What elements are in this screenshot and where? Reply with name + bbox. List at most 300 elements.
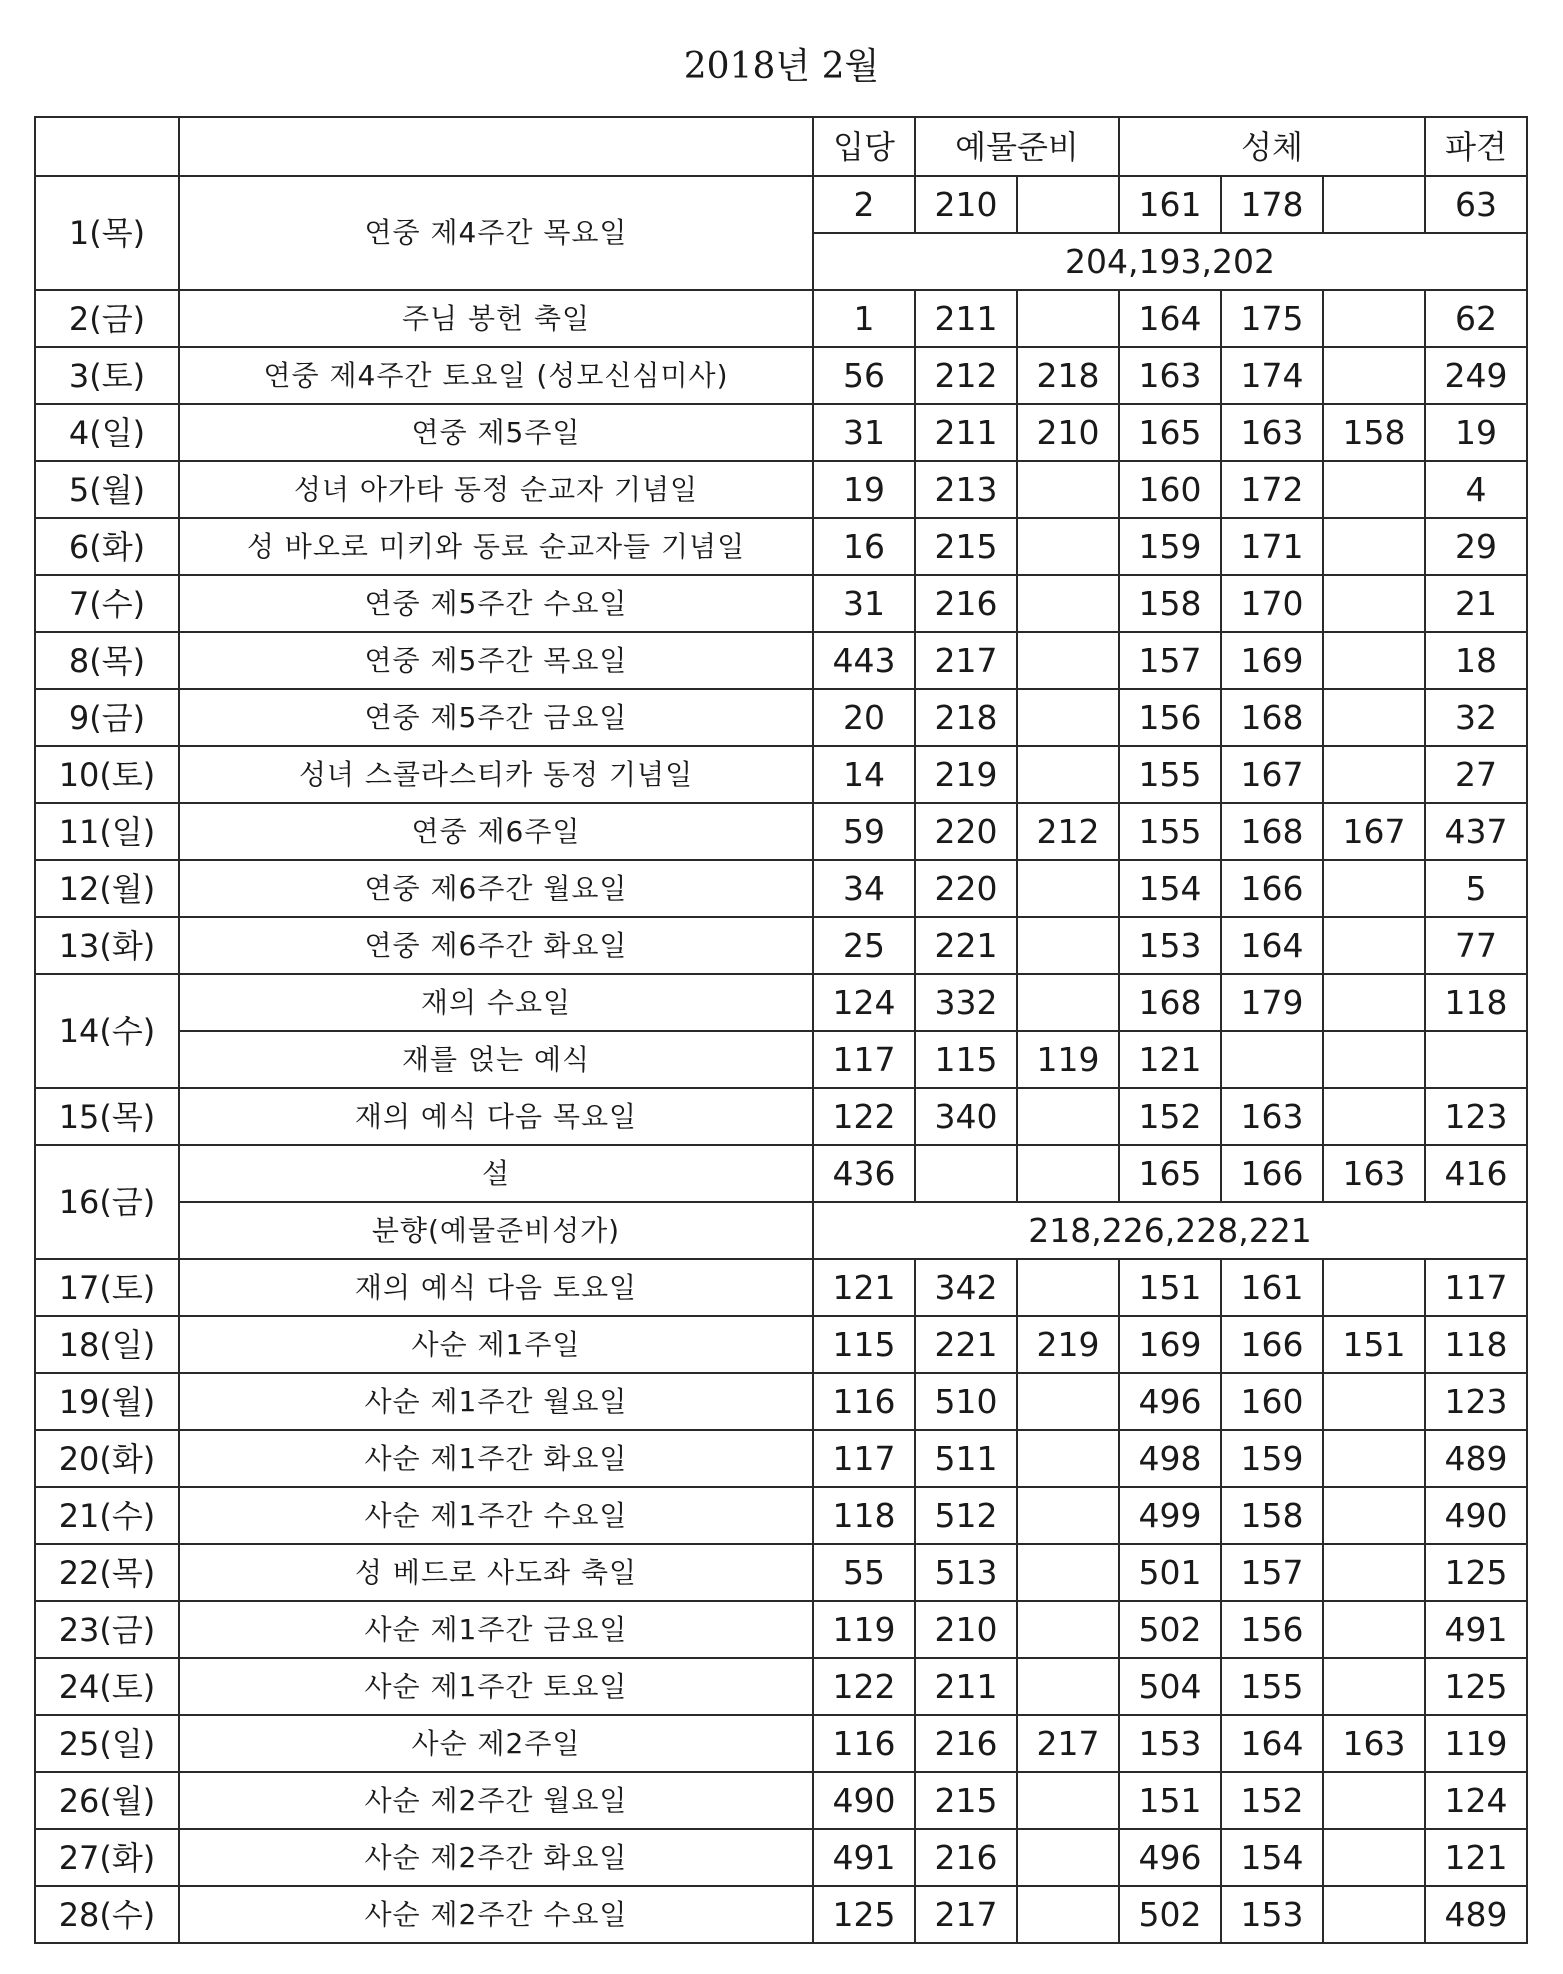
communion-cell: [1323, 347, 1425, 404]
dismissal-cell: 125: [1425, 1544, 1527, 1601]
day-cell: 22(목): [35, 1544, 179, 1601]
offertory-cell: 221: [915, 1316, 1017, 1373]
communion-cell: 121: [1119, 1031, 1221, 1088]
dismissal-cell: 27: [1425, 746, 1527, 803]
communion-cell: 151: [1323, 1316, 1425, 1373]
table-row: [35, 1259, 1527, 1316]
communion-cell: 160: [1221, 1373, 1323, 1430]
offertory-cell: [915, 1145, 1017, 1202]
table-row: [35, 176, 1527, 233]
offertory-cell: 217: [1017, 1715, 1119, 1772]
feast-cell: 연중 제4주간 토요일 (성모신심미사): [179, 347, 813, 404]
table-row: [35, 803, 1527, 860]
communion-cell: 161: [1119, 176, 1221, 233]
communion-cell: [1323, 290, 1425, 347]
feast-cell: 재를 얹는 예식: [179, 1031, 813, 1088]
day-cell: 19(월): [35, 1373, 179, 1430]
feast-cell: 사순 제2주간 화요일: [179, 1829, 813, 1886]
table-row: [35, 1430, 1527, 1487]
dismissal-cell: 118: [1425, 974, 1527, 1031]
communion-cell: 167: [1221, 746, 1323, 803]
offertory-cell: 510: [915, 1373, 1017, 1430]
communion-cell: 169: [1119, 1316, 1221, 1373]
communion-cell: [1323, 518, 1425, 575]
dismissal-cell: 4: [1425, 461, 1527, 518]
entrance-cell: 20: [813, 689, 915, 746]
header-entrance: 입당: [813, 117, 915, 176]
feast-cell: 성녀 아가타 동정 순교자 기념일: [179, 461, 813, 518]
offertory-cell: [1017, 176, 1119, 233]
communion-cell: 153: [1119, 1715, 1221, 1772]
offertory-cell: 217: [915, 1886, 1017, 1943]
communion-cell: 164: [1221, 1715, 1323, 1772]
feast-cell: 사순 제2주간 수요일: [179, 1886, 813, 1943]
dismissal-cell: 119: [1425, 1715, 1527, 1772]
communion-cell: 163: [1323, 1145, 1425, 1202]
communion-cell: [1323, 917, 1425, 974]
offertory-cell: [1017, 518, 1119, 575]
offertory-cell: 211: [915, 1658, 1017, 1715]
feast-cell: 사순 제2주간 월요일: [179, 1772, 813, 1829]
entrance-cell: 436: [813, 1145, 915, 1202]
offertory-cell: [1017, 1772, 1119, 1829]
communion-cell: 153: [1119, 917, 1221, 974]
entrance-cell: 19: [813, 461, 915, 518]
communion-cell: 502: [1119, 1601, 1221, 1658]
offertory-cell: 213: [915, 461, 1017, 518]
entrance-cell: 116: [813, 1373, 915, 1430]
table-row: [35, 1544, 1527, 1601]
feast-cell: 사순 제1주간 금요일: [179, 1601, 813, 1658]
header-row: [35, 117, 1527, 176]
offertory-cell: 215: [915, 1772, 1017, 1829]
dismissal-cell: 21: [1425, 575, 1527, 632]
day-cell: 21(수): [35, 1487, 179, 1544]
communion-cell: 166: [1221, 1145, 1323, 1202]
entrance-cell: 56: [813, 347, 915, 404]
offertory-cell: 210: [915, 1601, 1017, 1658]
feast-cell: 분향(예물준비성가): [179, 1202, 813, 1259]
communion-cell: 161: [1221, 1259, 1323, 1316]
communion-cell: 496: [1119, 1829, 1221, 1886]
offertory-cell: [1017, 1373, 1119, 1430]
communion-cell: [1323, 860, 1425, 917]
communion-cell: 163: [1119, 347, 1221, 404]
header-feast-cell: [179, 117, 813, 176]
offertory-cell: 221: [915, 917, 1017, 974]
communion-cell: 155: [1119, 803, 1221, 860]
entrance-cell: 25: [813, 917, 915, 974]
communion-cell: 152: [1119, 1088, 1221, 1145]
communion-cell: 164: [1221, 917, 1323, 974]
offertory-cell: 332: [915, 974, 1017, 1031]
offertory-cell: 210: [915, 176, 1017, 233]
offertory-cell: [1017, 689, 1119, 746]
day-cell: 1(목): [35, 176, 179, 290]
offertory-cell: 217: [915, 632, 1017, 689]
table-row: [35, 1715, 1527, 1772]
communion-cell: 169: [1221, 632, 1323, 689]
dismissal-cell: 249: [1425, 347, 1527, 404]
day-cell: 27(화): [35, 1829, 179, 1886]
table-row: [35, 575, 1527, 632]
communion-cell: 163: [1221, 1088, 1323, 1145]
communion-cell: [1323, 176, 1425, 233]
offertory-cell: [1017, 1886, 1119, 1943]
offertory-cell: 212: [1017, 803, 1119, 860]
day-cell: 18(일): [35, 1316, 179, 1373]
entrance-cell: 491: [813, 1829, 915, 1886]
offertory-cell: [1017, 917, 1119, 974]
entrance-cell: 122: [813, 1658, 915, 1715]
entrance-cell: 122: [813, 1088, 915, 1145]
day-cell: 20(화): [35, 1430, 179, 1487]
table-row: [35, 1772, 1527, 1829]
communion-cell: [1323, 1601, 1425, 1658]
offertory-cell: 219: [1017, 1316, 1119, 1373]
feast-cell: 사순 제1주일: [179, 1316, 813, 1373]
extra-hymns-cell: 204,193,202: [813, 233, 1527, 290]
header-offertory: 예물준비: [915, 117, 1119, 176]
entrance-cell: 2: [813, 176, 915, 233]
communion-cell: [1221, 1031, 1323, 1088]
communion-cell: 168: [1221, 689, 1323, 746]
communion-cell: [1323, 689, 1425, 746]
communion-cell: 151: [1119, 1772, 1221, 1829]
entrance-cell: 119: [813, 1601, 915, 1658]
dismissal-cell: 117: [1425, 1259, 1527, 1316]
communion-cell: 152: [1221, 1772, 1323, 1829]
day-cell: 8(목): [35, 632, 179, 689]
offertory-cell: 512: [915, 1487, 1017, 1544]
offertory-cell: 340: [915, 1088, 1017, 1145]
entrance-cell: 34: [813, 860, 915, 917]
day-cell: 12(월): [35, 860, 179, 917]
dismissal-cell: 123: [1425, 1088, 1527, 1145]
offertory-cell: 216: [915, 1715, 1017, 1772]
offertory-cell: 511: [915, 1430, 1017, 1487]
communion-cell: 496: [1119, 1373, 1221, 1430]
day-cell: 17(토): [35, 1259, 179, 1316]
table-row: [35, 917, 1527, 974]
feast-cell: 재의 예식 다음 목요일: [179, 1088, 813, 1145]
day-cell: 4(일): [35, 404, 179, 461]
entrance-cell: 121: [813, 1259, 915, 1316]
communion-cell: 159: [1221, 1430, 1323, 1487]
communion-cell: [1323, 1088, 1425, 1145]
communion-cell: 154: [1221, 1829, 1323, 1886]
day-cell: 25(일): [35, 1715, 179, 1772]
feast-cell: 사순 제2주일: [179, 1715, 813, 1772]
feast-cell: 연중 제6주일: [179, 803, 813, 860]
feast-cell: 재의 예식 다음 토요일: [179, 1259, 813, 1316]
dismissal-cell: 489: [1425, 1886, 1527, 1943]
communion-cell: 156: [1119, 689, 1221, 746]
offertory-cell: [1017, 1088, 1119, 1145]
dismissal-cell: 5: [1425, 860, 1527, 917]
day-cell: 6(화): [35, 518, 179, 575]
dismissal-cell: 62: [1425, 290, 1527, 347]
feast-cell: 사순 제1주간 화요일: [179, 1430, 813, 1487]
communion-cell: 502: [1119, 1886, 1221, 1943]
offertory-cell: [1017, 1259, 1119, 1316]
communion-cell: 171: [1221, 518, 1323, 575]
table-subrow: [35, 1202, 1527, 1259]
dismissal-cell: 490: [1425, 1487, 1527, 1544]
communion-cell: 166: [1221, 860, 1323, 917]
offertory-cell: 115: [915, 1031, 1017, 1088]
communion-cell: 160: [1119, 461, 1221, 518]
entrance-cell: 1: [813, 290, 915, 347]
offertory-cell: 215: [915, 518, 1017, 575]
feast-cell: 사순 제1주간 토요일: [179, 1658, 813, 1715]
offertory-cell: [1017, 1145, 1119, 1202]
dismissal-cell: 19: [1425, 404, 1527, 461]
table-row: [35, 1088, 1527, 1145]
dismissal-cell: 32: [1425, 689, 1527, 746]
offertory-cell: 216: [915, 1829, 1017, 1886]
communion-cell: [1323, 1544, 1425, 1601]
communion-cell: [1323, 974, 1425, 1031]
entrance-cell: 125: [813, 1886, 915, 1943]
offertory-cell: 211: [915, 290, 1017, 347]
dismissal-cell: 491: [1425, 1601, 1527, 1658]
communion-cell: 168: [1119, 974, 1221, 1031]
header-dismissal: 파견: [1425, 117, 1527, 176]
dismissal-cell: [1425, 1031, 1527, 1088]
offertory-cell: 210: [1017, 404, 1119, 461]
entrance-cell: 31: [813, 575, 915, 632]
offertory-cell: 211: [915, 404, 1017, 461]
communion-cell: [1323, 575, 1425, 632]
table-row: [35, 1373, 1527, 1430]
communion-cell: 175: [1221, 290, 1323, 347]
offertory-cell: 342: [915, 1259, 1017, 1316]
feast-cell: 연중 제5주간 목요일: [179, 632, 813, 689]
day-cell: 24(토): [35, 1658, 179, 1715]
communion-cell: 151: [1119, 1259, 1221, 1316]
communion-cell: 498: [1119, 1430, 1221, 1487]
communion-cell: [1323, 1886, 1425, 1943]
day-cell: 10(토): [35, 746, 179, 803]
communion-cell: [1323, 1487, 1425, 1544]
table-row: [35, 1487, 1527, 1544]
offertory-cell: 218: [1017, 347, 1119, 404]
communion-cell: 504: [1119, 1658, 1221, 1715]
entrance-cell: 490: [813, 1772, 915, 1829]
communion-cell: 167: [1323, 803, 1425, 860]
table-row: [35, 1601, 1527, 1658]
communion-cell: 172: [1221, 461, 1323, 518]
dismissal-cell: 124: [1425, 1772, 1527, 1829]
entrance-cell: 443: [813, 632, 915, 689]
offertory-cell: 212: [915, 347, 1017, 404]
communion-cell: 158: [1221, 1487, 1323, 1544]
day-cell: 11(일): [35, 803, 179, 860]
header-communion: 성체: [1119, 117, 1425, 176]
communion-cell: 501: [1119, 1544, 1221, 1601]
communion-cell: [1323, 1658, 1425, 1715]
communion-cell: 156: [1221, 1601, 1323, 1658]
feast-cell: 성녀 스콜라스티카 동정 기념일: [179, 746, 813, 803]
table-row: [35, 1145, 1527, 1202]
feast-cell: 연중 제6주간 화요일: [179, 917, 813, 974]
communion-cell: 170: [1221, 575, 1323, 632]
entrance-cell: 118: [813, 1487, 915, 1544]
communion-cell: [1323, 1373, 1425, 1430]
dismissal-cell: 123: [1425, 1373, 1527, 1430]
table-row: [35, 1316, 1527, 1373]
table-subrow: [35, 1031, 1527, 1088]
communion-cell: 164: [1119, 290, 1221, 347]
offertory-cell: [1017, 860, 1119, 917]
entrance-cell: 116: [813, 1715, 915, 1772]
communion-cell: 165: [1119, 404, 1221, 461]
feast-cell: 연중 제6주간 월요일: [179, 860, 813, 917]
offertory-cell: [1017, 632, 1119, 689]
dismissal-cell: 121: [1425, 1829, 1527, 1886]
communion-cell: 166: [1221, 1316, 1323, 1373]
communion-cell: 158: [1119, 575, 1221, 632]
offertory-cell: [1017, 290, 1119, 347]
dismissal-cell: 77: [1425, 917, 1527, 974]
day-cell: 15(목): [35, 1088, 179, 1145]
offertory-cell: 220: [915, 860, 1017, 917]
communion-cell: 157: [1221, 1544, 1323, 1601]
day-cell: 5(월): [35, 461, 179, 518]
communion-cell: [1323, 1259, 1425, 1316]
day-cell: 7(수): [35, 575, 179, 632]
communion-cell: 154: [1119, 860, 1221, 917]
offertory-cell: [1017, 1658, 1119, 1715]
day-cell: 23(금): [35, 1601, 179, 1658]
dismissal-cell: 63: [1425, 176, 1527, 233]
offertory-cell: 513: [915, 1544, 1017, 1601]
feast-cell: 사순 제1주간 월요일: [179, 1373, 813, 1430]
day-cell: 2(금): [35, 290, 179, 347]
feast-cell: 성 바오로 미키와 동료 순교자들 기념일: [179, 518, 813, 575]
dismissal-cell: 489: [1425, 1430, 1527, 1487]
table-row: [35, 860, 1527, 917]
communion-cell: 155: [1221, 1658, 1323, 1715]
offertory-cell: 220: [915, 803, 1017, 860]
feast-cell: 성 베드로 사도좌 축일: [179, 1544, 813, 1601]
entrance-cell: 14: [813, 746, 915, 803]
entrance-cell: 124: [813, 974, 915, 1031]
offertory-cell: [1017, 1544, 1119, 1601]
communion-cell: 158: [1323, 404, 1425, 461]
communion-cell: [1323, 461, 1425, 518]
offertory-cell: [1017, 575, 1119, 632]
header-day-cell: [35, 117, 179, 176]
entrance-cell: 31: [813, 404, 915, 461]
table-row: [35, 689, 1527, 746]
day-cell: 16(금): [35, 1145, 179, 1259]
communion-cell: 165: [1119, 1145, 1221, 1202]
table-row: [35, 290, 1527, 347]
table-row: [35, 1829, 1527, 1886]
feast-cell: 재의 수요일: [179, 974, 813, 1031]
table-row: [35, 1658, 1527, 1715]
feast-cell: 사순 제1주간 수요일: [179, 1487, 813, 1544]
offertory-cell: [1017, 461, 1119, 518]
communion-cell: [1323, 632, 1425, 689]
offertory-cell: 218: [915, 689, 1017, 746]
feast-cell: 연중 제5주일: [179, 404, 813, 461]
offertory-cell: [1017, 974, 1119, 1031]
table-row: [35, 518, 1527, 575]
day-cell: 26(월): [35, 1772, 179, 1829]
communion-cell: 499: [1119, 1487, 1221, 1544]
dismissal-cell: 125: [1425, 1658, 1527, 1715]
communion-cell: 157: [1119, 632, 1221, 689]
communion-cell: 174: [1221, 347, 1323, 404]
entrance-cell: 115: [813, 1316, 915, 1373]
table-row: [35, 974, 1527, 1031]
communion-cell: [1323, 746, 1425, 803]
offertory-cell: [1017, 746, 1119, 803]
day-cell: 3(토): [35, 347, 179, 404]
communion-cell: 153: [1221, 1886, 1323, 1943]
entrance-cell: 55: [813, 1544, 915, 1601]
offertory-cell: [1017, 1601, 1119, 1658]
page-title: 2018년 2월: [683, 46, 880, 87]
table-row: [35, 461, 1527, 518]
day-cell: 9(금): [35, 689, 179, 746]
offertory-cell: 119: [1017, 1031, 1119, 1088]
communion-cell: [1323, 1430, 1425, 1487]
communion-cell: [1323, 1829, 1425, 1886]
feast-cell: 연중 제4주간 목요일: [179, 176, 813, 290]
offertory-cell: [1017, 1829, 1119, 1886]
day-cell: 13(화): [35, 917, 179, 974]
feast-cell: 연중 제5주간 금요일: [179, 689, 813, 746]
communion-cell: [1323, 1031, 1425, 1088]
dismissal-cell: 416: [1425, 1145, 1527, 1202]
hymn-schedule-table: [34, 116, 1528, 1944]
communion-cell: 155: [1119, 746, 1221, 803]
communion-cell: 159: [1119, 518, 1221, 575]
extra-hymns-cell: 218,226,228,221: [813, 1202, 1527, 1259]
dismissal-cell: 29: [1425, 518, 1527, 575]
table-row: [35, 1886, 1527, 1943]
feast-cell: 설: [179, 1145, 813, 1202]
table-row: [35, 347, 1527, 404]
day-cell: 28(수): [35, 1886, 179, 1943]
communion-cell: 168: [1221, 803, 1323, 860]
dismissal-cell: 118: [1425, 1316, 1527, 1373]
communion-cell: 179: [1221, 974, 1323, 1031]
communion-cell: [1323, 1772, 1425, 1829]
dismissal-cell: 437: [1425, 803, 1527, 860]
day-cell: 14(수): [35, 974, 179, 1088]
entrance-cell: 117: [813, 1031, 915, 1088]
table-row: [35, 404, 1527, 461]
offertory-cell: [1017, 1487, 1119, 1544]
feast-cell: 주님 봉헌 축일: [179, 290, 813, 347]
entrance-cell: 16: [813, 518, 915, 575]
communion-cell: 178: [1221, 176, 1323, 233]
dismissal-cell: 18: [1425, 632, 1527, 689]
offertory-cell: 216: [915, 575, 1017, 632]
entrance-cell: 117: [813, 1430, 915, 1487]
communion-cell: 163: [1323, 1715, 1425, 1772]
offertory-cell: [1017, 1430, 1119, 1487]
feast-cell: 연중 제5주간 수요일: [179, 575, 813, 632]
entrance-cell: 59: [813, 803, 915, 860]
table-row: [35, 746, 1527, 803]
communion-cell: 163: [1221, 404, 1323, 461]
